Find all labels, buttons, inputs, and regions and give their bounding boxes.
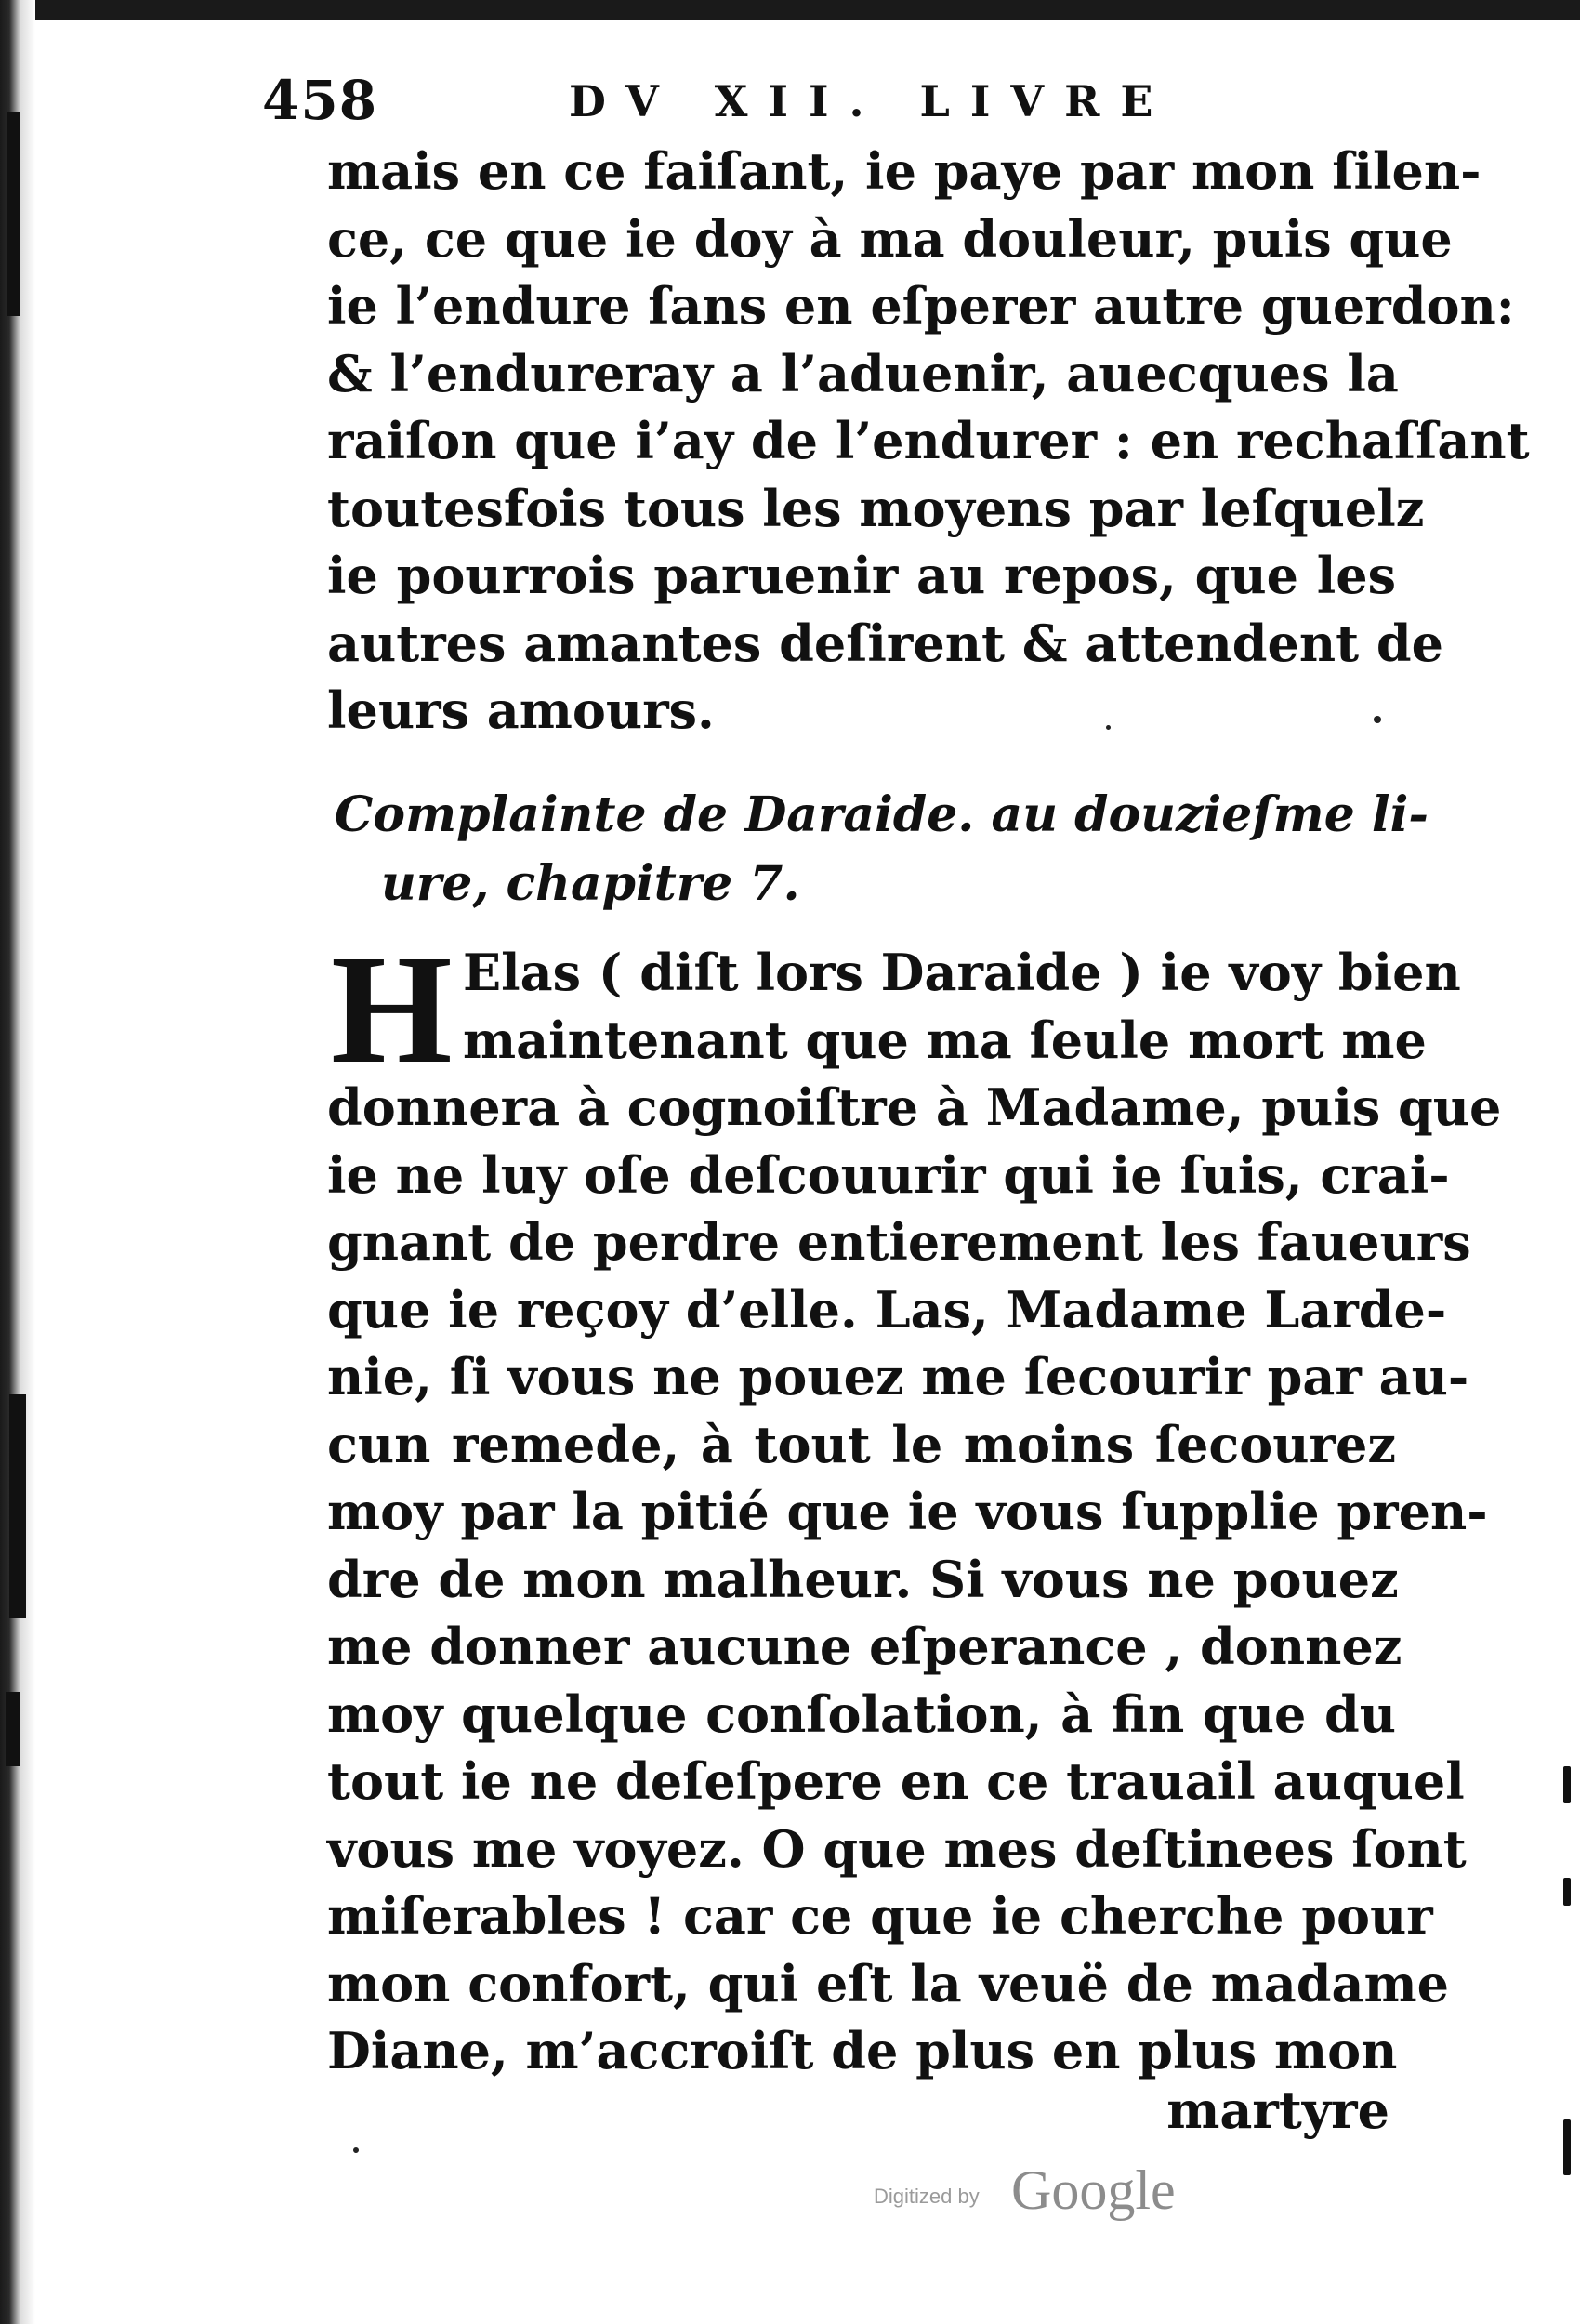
section-heading	[335, 781, 1429, 918]
text-line: raiſon que i’ay de l’endurer : en rechaſſant	[327, 411, 1530, 470]
drop-cap: H	[331, 923, 453, 1096]
paragraph-1	[327, 138, 1530, 745]
text-line: tout ie ne deſeſpere en ce trauail auquel	[327, 1751, 1465, 1811]
running-title: DV XII. LIVRE	[569, 76, 1174, 126]
scan-mark-right	[1563, 1878, 1571, 1906]
google-logo: Google	[1011, 2159, 1176, 2221]
running-head	[262, 69, 1238, 134]
text-line: ie l’endure ſans en eſperer autre guerdon:	[327, 276, 1515, 336]
text-line: maintenant que ma ſeule mort me	[463, 1010, 1427, 1070]
text-line: Elas ( diſt lors Daraide ) ie voy bien	[463, 943, 1461, 1002]
scan-mark-right	[1563, 1766, 1571, 1803]
scan-mark-right	[1563, 2119, 1571, 2175]
text-line: ie pourrois paruenir au repos, que les	[327, 546, 1396, 605]
scan-edge-left	[0, 0, 35, 2324]
text-line: toutesfois tous les moyens par leſquelz	[327, 478, 1425, 538]
text-line: ce, ce que ie doy à ma douleur, puis que	[327, 208, 1453, 269]
text-line: mon confort, qui eſt la veuë de madame	[327, 1953, 1450, 2014]
paragraph-2	[327, 923, 1502, 2085]
text-line: ie ne luy oſe deſcouurir qui ie ſuis, crai-	[327, 1144, 1450, 1205]
scan-edge-top	[0, 0, 1580, 20]
watermark-prefix: Digitized by	[874, 2185, 980, 2208]
ink-speck	[353, 2147, 359, 2153]
text-line: dre de mon malheur. Si vous ne pouez	[327, 1549, 1399, 1609]
text-line: miſerables ! car ce que ie cherche pour	[327, 1886, 1433, 1946]
text-line: donnera à cognoiſtre à Madame, puis que	[327, 1077, 1502, 1137]
text-line: nie, ſi vous ne pouez me ſecourir par au-	[327, 1347, 1469, 1406]
page-number: 458	[262, 69, 378, 132]
text-line: que ie reçoy d’elle. Las, Madame Larde-	[327, 1279, 1447, 1340]
text-line: vous me voyez. O que mes deſtinees ſont	[327, 1818, 1467, 1879]
heading-line: Complainte de Daraide. au douzieſme li-	[335, 786, 1429, 843]
text-line: leurs amours.	[327, 680, 715, 740]
digitized-watermark	[874, 2157, 1227, 2222]
catchword: martyre	[1166, 2080, 1389, 2140]
heading-line: ure, chapitre 7.	[381, 855, 800, 912]
text-line: gnant de perdre entierement les faueurs	[327, 1212, 1471, 1272]
text-line: cun remede, à tout le moins ſecourez	[327, 1414, 1396, 1474]
text-line: me donner aucune eſperance , donnez	[327, 1617, 1402, 1676]
text-line: autres amantes deſirent & attendent de	[327, 613, 1444, 673]
text-line: mais en ce faiſant, ie paye par mon ſilen-	[327, 141, 1481, 201]
text-line: moy par la pitié que ie vous ſupplie pren-	[327, 1482, 1488, 1541]
text-line: moy quelque conſolation, à fin que du	[327, 1684, 1396, 1744]
text-line: & l’endureray a l’aduenir, auecques la	[327, 343, 1399, 403]
text-line: Diane, m’accroiſt de plus en plus mon	[327, 2021, 1398, 2080]
